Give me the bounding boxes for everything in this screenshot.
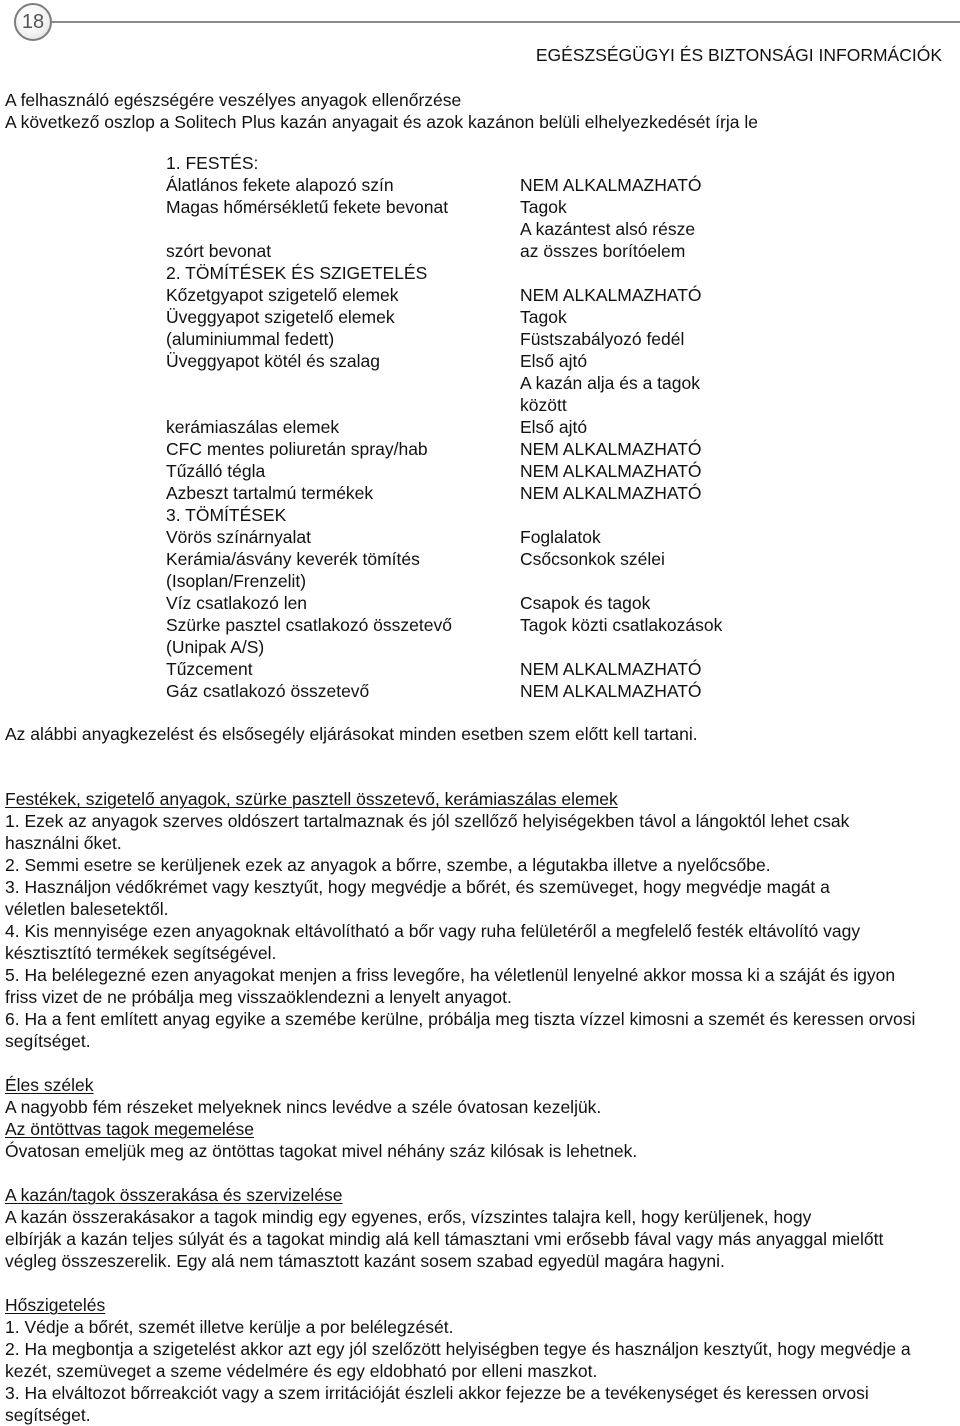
material-name: Vörös színárnyalat [166, 527, 311, 547]
material-name: Szürke pasztel csatlakozó összetevő [166, 615, 452, 635]
table-row [166, 306, 926, 328]
material-location: NEM ALKALMAZHATÓ [520, 175, 702, 195]
section-line: 2. Semmi esetre se kerüljenek ezek az anyagok a bőrre, szembe, a légutakba illetve a nyelőcsőbe. [5, 855, 771, 875]
section-line: segítséget. [5, 1405, 91, 1425]
table-row [166, 614, 926, 636]
table-row [166, 526, 926, 548]
header-divider-line [50, 21, 960, 23]
material-location: NEM ALKALMAZHATÓ [520, 285, 702, 305]
material-name: Üveggyapot szigetelő elemek [166, 307, 395, 327]
material-name [166, 372, 520, 394]
section-line: friss vizet de ne próbálja meg visszaöklendezni a lenyelt anyagot. [5, 987, 512, 1007]
section-title: EGÉSZSÉGÜGYI ÉS BIZTONSÁGI INFORMÁCIÓK [535, 45, 942, 65]
section-paints-insulation [5, 788, 955, 1052]
section-line: késztisztító termékek segítségével. [5, 943, 277, 963]
table-row [166, 174, 926, 196]
table-row [166, 482, 926, 504]
section-line: 4. Kis mennyisége ezen anyagoknak eltávolítható a bőr vagy ruha felületéről a megfelelő festék eltávolító vagy [5, 921, 861, 941]
table-row [166, 570, 926, 592]
material-name: CFC mentes poliuretán spray/hab [166, 439, 428, 459]
section-heading: Hőszigetelés [5, 1295, 106, 1315]
section-sharp-edges [5, 1074, 955, 1118]
material-name: (aluminiummal fedett) [166, 329, 335, 349]
section-line: 3. Használjon védőkrémet vagy kesztyűt, hogy megvédje a bőrét, és szemüveget, hogy megvédje magát a [5, 877, 830, 897]
material-name: 1. FESTÉS: [166, 153, 259, 173]
material-name: 2. TÖMÍTÉSEK ÉS SZIGETELÉS [166, 263, 428, 283]
material-location: Tagok [520, 197, 567, 217]
table-row [166, 504, 926, 526]
material-name: Tűzálló tégla [166, 461, 266, 481]
section-line: elbírják a kazán teljes súlyát és a tagokat mindig alá kell támasztani vmi erősebb fával vagy más anyaggal mielőtt [5, 1229, 884, 1249]
material-location: NEM ALKALMAZHATÓ [520, 681, 702, 701]
material-name: (Isoplan/Frenzelit) [166, 571, 307, 591]
material-location: Csapok és tagok [520, 593, 651, 613]
section-line: használni őket. [5, 833, 122, 853]
table-row [166, 262, 926, 284]
section-line: kezét, szemüveget a szeme védelmére és egy eldobható por elleni maszkot. [5, 1361, 598, 1381]
section-heading: A kazán/tagok összerakása és szervizelése [5, 1185, 343, 1205]
material-name: Magas hőmérsékletű fekete bevonat [166, 197, 449, 217]
table-row [166, 372, 926, 394]
material-location: NEM ALKALMAZHATÓ [520, 659, 702, 679]
material-location: Tagok közti csatlakozások [520, 615, 723, 635]
material-name: kerámiaszálas elemek [166, 417, 340, 437]
section-line: 1. Védje a bőrét, szemét illetve kerülje a por belélegzését. [5, 1317, 454, 1337]
table-row [166, 328, 926, 350]
section-line: 2. Ha megbontja a szigetelést akkor azt egy jól szelőzött helyiségben tegye és használjon kesztyűt, hogy megvédje a [5, 1339, 911, 1359]
table-row [166, 658, 926, 680]
table-row [166, 548, 926, 570]
section-lifting-cast-iron [5, 1118, 955, 1162]
material-name: (Unipak A/S) [166, 637, 265, 657]
material-location: Első ajtó [520, 351, 588, 371]
material-location: A kazán alja és a tagok [520, 373, 700, 393]
intro-title: A felhasználó egészségére veszélyes anyagok ellenőrzése [5, 90, 462, 110]
material-location: Foglalatok [520, 527, 601, 547]
table-row [166, 394, 926, 416]
table-row [166, 284, 926, 306]
section-assembly-service [5, 1184, 955, 1272]
table-row [166, 196, 926, 218]
material-location: Csőcsonkok szélei [520, 549, 665, 569]
section-heading: Éles szélek [5, 1075, 94, 1095]
material-name: Álatlános fekete alapozó szín [166, 175, 394, 195]
material-location: Első ajtó [520, 417, 588, 437]
safety-sections [5, 788, 955, 1426]
material-name: 3. TÖMÍTÉSEK [166, 505, 287, 525]
materials-table [166, 152, 926, 702]
material-name: Víz csatlakozó len [166, 593, 308, 613]
material-name: szórt bevonat [166, 241, 272, 261]
table-row [166, 680, 926, 702]
section-line: véletlen balesetektől. [5, 899, 169, 919]
material-location: NEM ALKALMAZHATÓ [520, 439, 702, 459]
table-row [166, 592, 926, 614]
material-name: Kőzetgyapot szigetelő elemek [166, 285, 399, 305]
material-name: Gáz csatlakozó összetevő [166, 681, 370, 701]
table-row [166, 460, 926, 482]
material-location: NEM ALKALMAZHATÓ [520, 483, 702, 503]
table-row [166, 350, 926, 372]
material-name: Tűzcement [166, 659, 253, 679]
material-name: Azbeszt tartalmú termékek [166, 483, 374, 503]
table-row [166, 416, 926, 438]
section-line: 5. Ha belélegezné ezen anyagokat menjen a friss levegőre, ha véletlenül lenyelné akkor mossa ki a száját és igyon [5, 965, 896, 985]
intro-description: A következő oszlop a Solitech Plus kazán anyagait és azok kazánon belüli elhelyezkedését írja le [5, 112, 758, 132]
section-thermal-insulation [5, 1294, 955, 1426]
section-line: 6. Ha a fent említett anyag egyike a szemébe kerülne, próbálja meg tiszta vízzel kimosni a szemét és keressen orvosi [5, 1009, 916, 1029]
material-location: Füstszabályozó fedél [520, 329, 685, 349]
material-location: A kazántest alsó része [520, 219, 696, 239]
handling-notice: Az alábbi anyagkezelést és elsősegély eljárásokat minden esetben szem előtt kell tartani. [5, 724, 698, 744]
section-line: Óvatosan emeljük meg az öntöttas tagokat mivel néhány száz kilósak is lehetnek. [5, 1141, 638, 1161]
section-line: A nagyobb fém részeket melyeknek nincs levédve a széle óvatosan kezeljük. [5, 1097, 602, 1117]
material-name [166, 218, 520, 240]
material-location: NEM ALKALMAZHATÓ [520, 461, 702, 481]
section-heading: Az öntöttvas tagok megemelése [5, 1119, 255, 1139]
material-location: az összes borítóelem [520, 241, 686, 261]
section-line: végleg összeszerelik. Egy alá nem támasztott kazánt sosem szabad egyedül magára hagyni. [5, 1251, 725, 1271]
material-location: Tagok [520, 307, 567, 327]
table-row [166, 218, 926, 240]
table-row [166, 438, 926, 460]
section-line: 3. Ha elváltozot bőrreakciót vagy a szem irritációját észleli akkor fejezze be a tevékenységet és keressen orvosi [5, 1383, 869, 1403]
material-name: Kerámia/ásvány keverék tömítés [166, 549, 420, 569]
section-line: segítséget. [5, 1031, 91, 1051]
material-name: Üveggyapot kötél és szalag [166, 351, 381, 371]
table-row [166, 240, 926, 262]
table-row [166, 152, 926, 174]
page-number: 18 [21, 11, 45, 33]
section-line: 1. Ezek az anyagok szerves oldószert tartalmaznak és jól szellőző helyiségekben távol a lángoktól lehet csak [5, 811, 850, 831]
material-name [166, 394, 520, 416]
table-row [166, 636, 926, 658]
section-line: A kazán összerakásakor a tagok mindig egy egyenes, erős, vízszintes talajra kell, hogy kerüljenek, hogy [5, 1207, 812, 1227]
page-number-badge [14, 3, 52, 41]
intro-block [5, 89, 758, 133]
section-heading: Festékek, szigetelő anyagok, szürke pasztell összetevő, kerámiaszálas elemek [5, 789, 618, 809]
material-location: között [520, 395, 567, 415]
